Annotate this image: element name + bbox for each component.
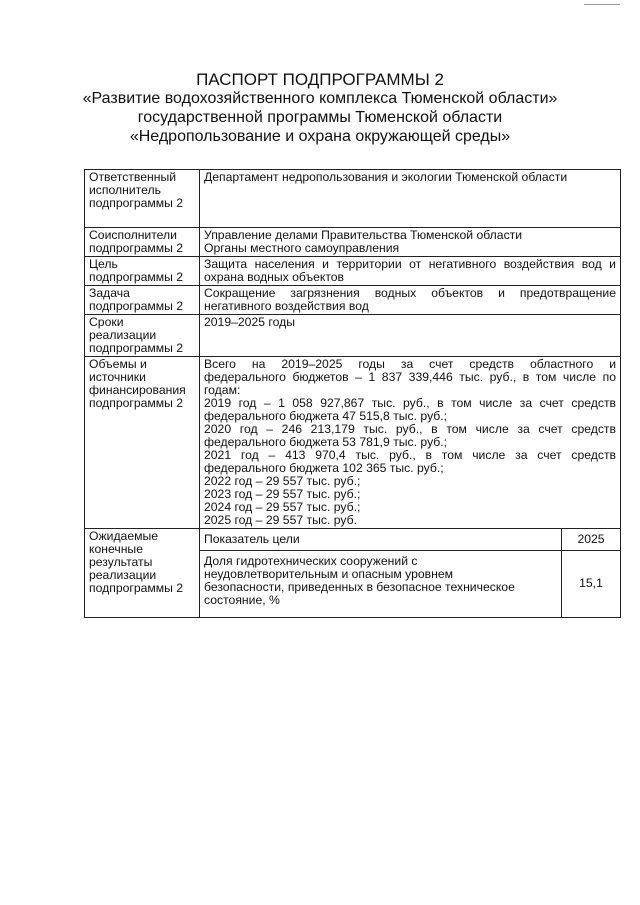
row-goal bbox=[85, 257, 621, 286]
label-line: Задача bbox=[89, 286, 130, 300]
row-value bbox=[200, 315, 621, 357]
row-label bbox=[85, 228, 200, 257]
passport-table bbox=[84, 169, 621, 618]
label-line: реализации bbox=[89, 568, 157, 582]
value-line: Органы местного самоуправления bbox=[204, 241, 400, 255]
value-line: 2023 год – 29 557 тыс. руб.; bbox=[204, 487, 361, 501]
indicator-value: 15,1 bbox=[562, 551, 621, 617]
value-line: 2019 год – 1 058 927,867 тыс. руб., в том числе за счет средств bbox=[204, 396, 616, 410]
label-line: реализации bbox=[89, 328, 157, 342]
label-line: подпрограммы 2 bbox=[89, 270, 184, 284]
row-responsible bbox=[85, 170, 621, 228]
indicator-text bbox=[200, 551, 562, 617]
row-label bbox=[85, 257, 200, 286]
indicator-line: безопасности, приведенных в безопасное техническое bbox=[204, 580, 515, 594]
state-program-line: государственной программы Тюменской области bbox=[137, 109, 503, 126]
value-line: Управление делами Правительства Тюменской области bbox=[204, 228, 523, 242]
row-value bbox=[200, 170, 621, 228]
results-value-row bbox=[200, 551, 620, 617]
label-line: результаты bbox=[89, 555, 153, 569]
row-coexecutors bbox=[85, 228, 621, 257]
value-line: 2020 год – 246 213,179 тыс. руб., в том числе за счет средств bbox=[204, 422, 616, 436]
label-line: подпрограммы 2 bbox=[89, 196, 184, 210]
value-line: годам: bbox=[204, 383, 241, 397]
state-program-name: «Недропользование и охрана окружающей среды» bbox=[129, 128, 511, 145]
value-text: Департамент недропользования и экологии Тюменской области bbox=[204, 170, 568, 184]
row-value bbox=[200, 257, 621, 286]
results-header-row bbox=[200, 529, 620, 551]
indicator-line: неудовлетворительным и опасным уровнем bbox=[204, 567, 454, 581]
row-terms bbox=[85, 315, 621, 357]
row-funding bbox=[85, 357, 621, 529]
value-line: федерального бюджета 102 365 тыс. руб.; bbox=[204, 461, 444, 475]
row-value bbox=[200, 357, 621, 529]
label-line: Цель bbox=[89, 257, 118, 271]
value-text: 2019–2025 годы bbox=[204, 315, 295, 329]
row-value bbox=[200, 286, 621, 315]
row-value bbox=[200, 228, 621, 257]
label-line: подпрограммы 2 bbox=[89, 581, 184, 595]
label-line: источники bbox=[89, 370, 146, 384]
top-rule bbox=[584, 4, 620, 5]
label-line: Ответственный bbox=[89, 170, 177, 184]
document-header bbox=[0, 70, 640, 146]
label-line: подпрограммы 2 bbox=[89, 299, 184, 313]
label-line: конечные bbox=[89, 542, 143, 556]
label-line: Объемы и bbox=[89, 357, 147, 371]
value-line: Защита населения и территории от негативного воздействия вод и bbox=[204, 257, 616, 271]
value-line: 2021 год – 413 970,4 тыс. руб., в том числе за счет средств bbox=[204, 448, 616, 462]
subprogram-name: «Развитие водохозяйственного комплекса Тюменской области» bbox=[82, 90, 558, 107]
indicator-line: Доля гидротехнических сооружений с bbox=[204, 554, 418, 568]
row-results bbox=[85, 529, 621, 618]
results-cell bbox=[200, 529, 621, 618]
value-line: негативного воздействия вод bbox=[204, 299, 369, 313]
label-line: исполнитель bbox=[89, 183, 161, 197]
row-label bbox=[85, 529, 200, 618]
indicator-header: Показатель цели bbox=[200, 529, 562, 551]
label-line: подпрограммы 2 bbox=[89, 341, 184, 355]
label-line: Соисполнители bbox=[89, 228, 177, 242]
label-line: подпрограммы 2 bbox=[89, 241, 184, 255]
year-header: 2025 bbox=[562, 529, 621, 551]
label-line: Сроки bbox=[89, 315, 124, 329]
label-line: подпрограммы 2 bbox=[89, 396, 184, 410]
row-label bbox=[85, 170, 200, 228]
value-line: федерального бюджетов – 1 837 339,446 тыс. руб., в том числе по bbox=[204, 370, 616, 384]
row-label bbox=[85, 286, 200, 315]
row-label bbox=[85, 315, 200, 357]
document-title: ПАСПОРТ ПОДПРОГРАММЫ 2 bbox=[196, 70, 444, 89]
row-label bbox=[85, 357, 200, 529]
label-line: финансирования bbox=[89, 383, 186, 397]
value-line: федерального бюджета 47 515,8 тыс. руб.; bbox=[204, 409, 448, 423]
row-task bbox=[85, 286, 621, 315]
value-line: 2024 год – 29 557 тыс. руб.; bbox=[204, 500, 361, 514]
value-line: 2022 год – 29 557 тыс. руб.; bbox=[204, 474, 361, 488]
value-line: Сокращение загрязнения водных объектов и предотвращение bbox=[204, 286, 616, 300]
value-line: охрана водных объектов bbox=[204, 270, 345, 284]
value-line: 2025 год – 29 557 тыс. руб. bbox=[204, 513, 357, 527]
value-line: федерального бюджета 53 781,9 тыс. руб.; bbox=[204, 435, 448, 449]
label-line: Ожидаемые bbox=[89, 529, 159, 543]
value-line: Всего на 2019–2025 годы за счет средств областного и bbox=[204, 357, 616, 371]
results-table bbox=[200, 529, 620, 617]
indicator-line: состояние, % bbox=[204, 593, 280, 607]
